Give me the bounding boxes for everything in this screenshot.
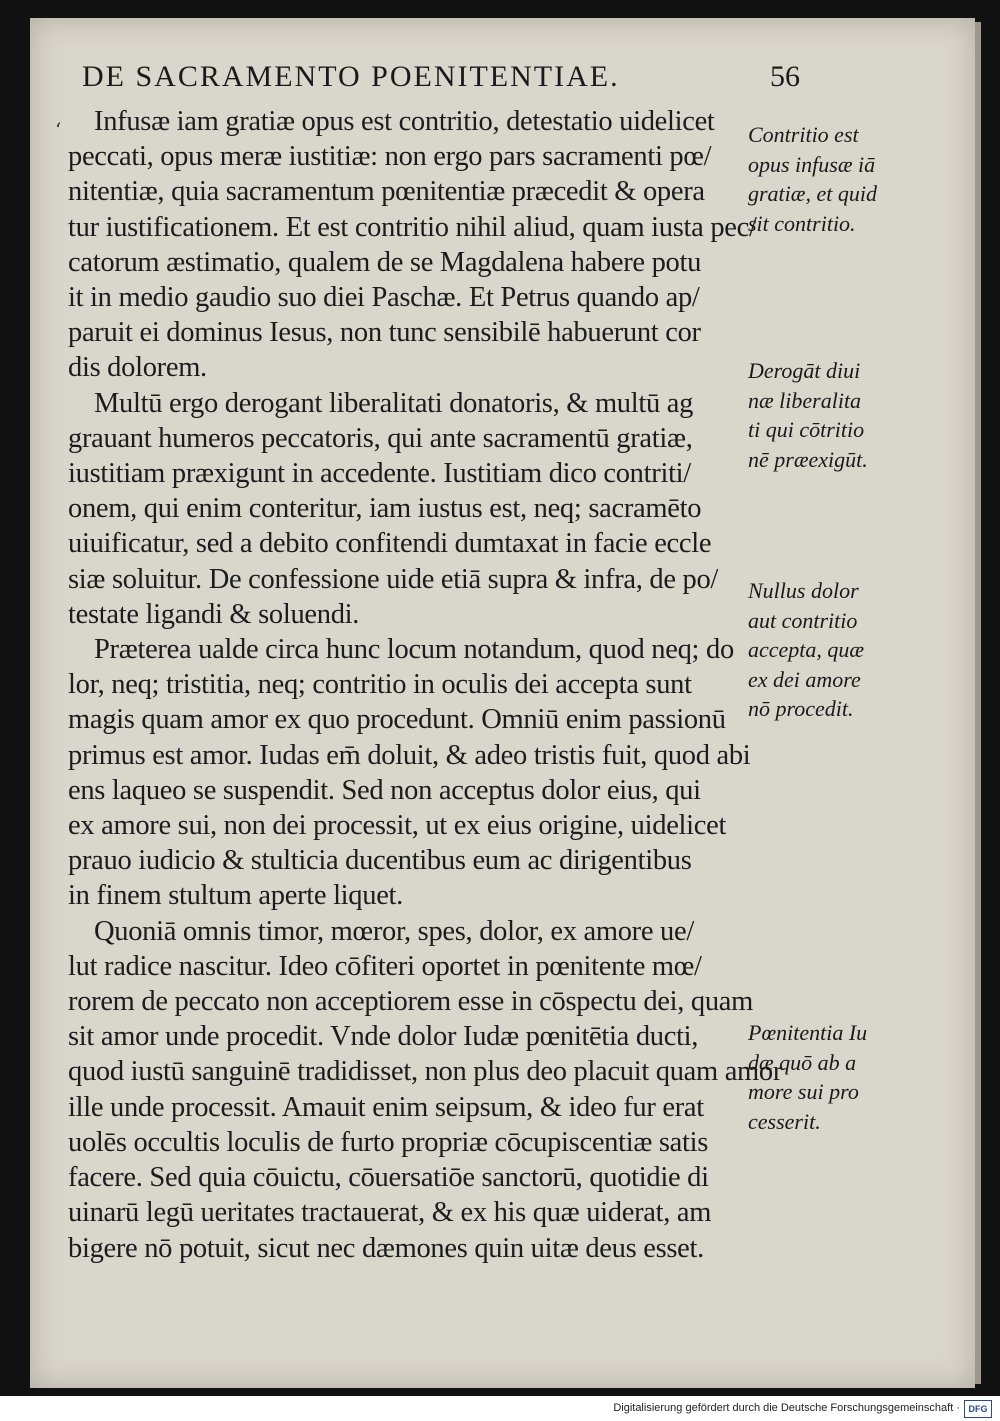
text-line: quod iustū sanguinē tradidisset, non plus deo placuit quam amor: [68, 1056, 783, 1088]
note-line: opus infusæ iā: [748, 151, 876, 177]
page-edge: [975, 22, 981, 1384]
note-line: ex dei amore: [748, 666, 861, 692]
dfg-logo: DFG: [964, 1400, 992, 1418]
note-line: accepta, quæ: [748, 637, 865, 662]
text-line: uinarū legū ueritates tractauerat, & ex his quæ uiderat, am: [68, 1197, 712, 1229]
running-head: DE SACRAMENTO POENITENTIAE.: [82, 60, 620, 93]
note-line: nē præexigūt.: [748, 446, 868, 472]
funding-credit: Digitalisierung gefördert durch die Deutsche Forschungsgemeinschaft ·: [613, 1402, 960, 1414]
text-line: paruit ei dominus Iesus, non tunc sensibilē habuerunt cor: [68, 317, 701, 349]
note-line: more sui pro: [748, 1079, 859, 1104]
text-line: in finem stultum aperte liquet.: [68, 880, 403, 912]
text-line: uiuificatur, sed a debito confitendi dumtaxat in facie eccle: [68, 528, 712, 560]
text-line: Quoniā omnis timor, mœror, spes, dolor, ex amore ue/: [94, 915, 694, 947]
text-line: prauo iudicio & stulticia ducentibus eum ac dirigentibus: [68, 845, 692, 877]
text-line: lut radice nascitur. Ideo cōfiteri oportet in pœnitente mœ/: [68, 950, 702, 982]
footer-bar: [0, 1396, 1000, 1421]
paragraph-4: [68, 914, 783, 1266]
text-line: Præterea ualde circa hunc locum notandum, quod neq; do: [94, 634, 734, 666]
note-line: Contritio est: [748, 122, 859, 147]
text-line: onem, qui enim conteritur, iam iustus est, neq; sacramēto: [68, 493, 702, 525]
text-line: ens laqueo se suspendit. Sed non acceptus dolor eius, qui: [68, 774, 701, 806]
text-line: facere. Sed quia cōuictu, cōuersatiōe sanctorū, quotidie di: [68, 1162, 709, 1194]
text-line: rorem de peccato non acceptiorem esse in cōspectu dei, quam: [68, 986, 754, 1018]
folio-number: 56: [770, 60, 800, 93]
note-line: dæ quō ab a: [748, 1049, 857, 1075]
note-line: Pœnitentia Iu: [748, 1020, 868, 1045]
note-line: gratiæ, et quid: [748, 181, 877, 206]
note-line: ti qui cōtritio: [748, 417, 865, 442]
text-line: catorum æstimatio, qualem de se Magdalena habere potu: [68, 246, 702, 278]
note-line: cesserit.: [748, 1108, 821, 1134]
text-line: bigere nō potuit, sicut nec dæmones quin uitæ deus esset.: [68, 1232, 704, 1264]
text-line: magis quam amor ex quo procedunt. Omniū enim passionū: [68, 704, 726, 736]
text-line: siæ soluitur. De confessione uide etiā supra & infra, de po/: [68, 563, 719, 595]
text-line: peccati, opus meræ iustitiæ: non ergo pars sacramenti pœ/: [68, 141, 712, 173]
text-line: uolēs occultis loculis de furto propriæ cōcupiscentiæ satis: [68, 1126, 709, 1158]
main-text: [68, 104, 783, 1266]
text-line: iustitiam præxigunt in accedente. Iustitiam dico contriti/: [68, 458, 691, 490]
text-line: ex amore sui, non dei processit, ut ex eius origine, uidelicet: [68, 810, 727, 842]
margin-note-3: [748, 576, 883, 724]
text-line: nitentiæ, quia sacramentum pœnitentiæ præcedit & opera: [68, 176, 705, 208]
margin-note-4: [748, 1018, 883, 1136]
margin-note-1: [748, 120, 883, 238]
note-line: næ liberalita: [748, 387, 862, 413]
text-line: lor, neq; tristitia, neq; contritio in oculis dei accepta sunt: [68, 669, 692, 701]
note-line: aut contritio: [748, 607, 858, 633]
text-line: grauant humeros peccatoris, qui ante sacramentū gratiæ,: [68, 422, 693, 454]
text-line: tur iustificationem. Et est contritio nihil aliud, quam iusta pec/: [68, 211, 757, 243]
text-line: ille unde processit. Amauit enim seipsum, & ideo fur erat: [68, 1091, 704, 1123]
text-line: Multū ergo derogant liberalitati donatoris, & multū ag: [94, 387, 694, 419]
text-line: it in medio gaudio suo diei Paschæ. Et Petrus quando ap/: [68, 282, 700, 314]
paragraph-3: [68, 632, 751, 914]
margin-mark: ʻ: [55, 118, 62, 142]
text-line: testate ligandi & soluendi.: [68, 598, 360, 630]
note-line: Nullus dolor: [748, 578, 859, 603]
paragraph-1: [68, 104, 757, 386]
margin-note-2: [748, 356, 883, 474]
note-line: nō procedit.: [748, 696, 854, 721]
note-line: Derogāt diui: [748, 358, 861, 383]
text-line: sit amor unde procedit. Vnde dolor Iudæ pœnitētia ducti,: [68, 1021, 699, 1053]
note-line: sit contritio.: [748, 210, 856, 236]
text-line: dis dolorem.: [68, 352, 207, 384]
paragraph-2: [68, 386, 748, 632]
text-line: Infusæ iam gratiæ opus est contritio, detestatio uidelicet: [94, 106, 715, 137]
text-line: primus est amor. Iudas em̄ doluit, & adeo tristis fuit, quod abi: [68, 739, 751, 771]
